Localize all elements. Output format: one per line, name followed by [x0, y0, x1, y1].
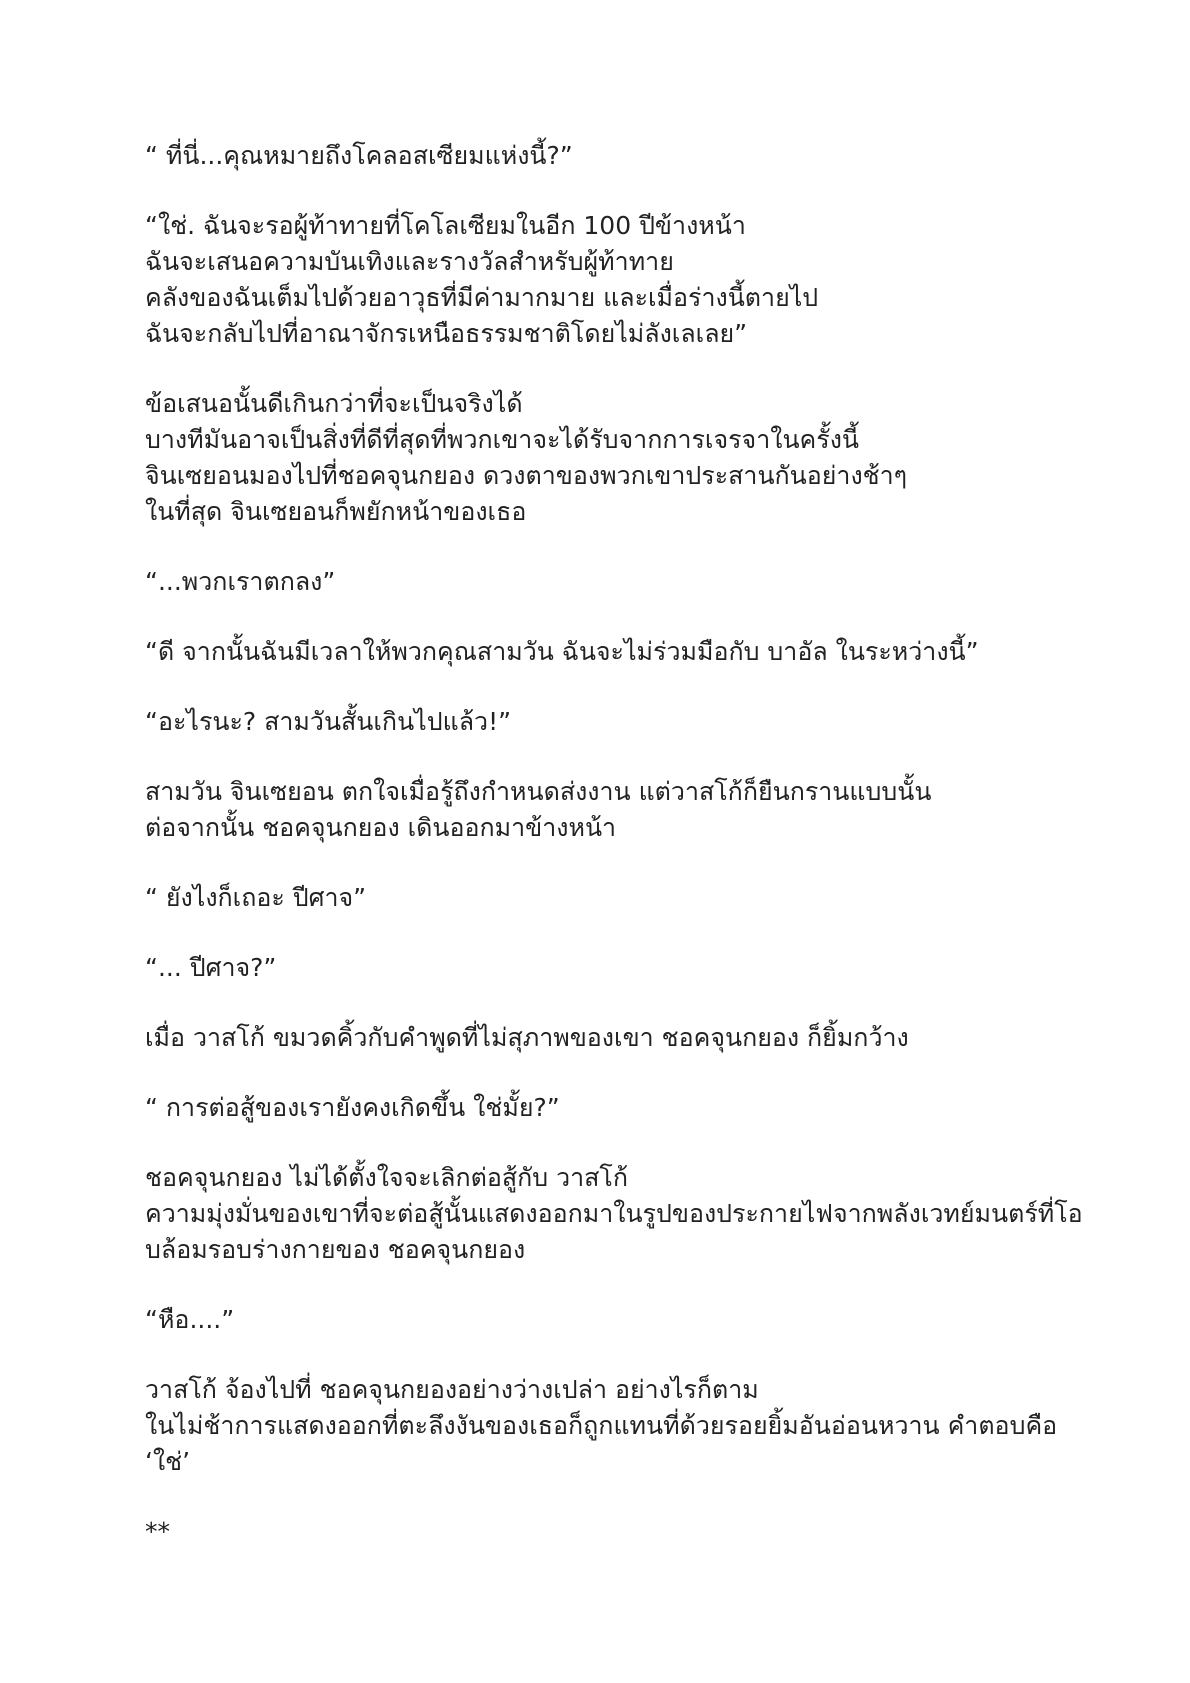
paragraph	[145, 386, 1070, 530]
paragraph	[145, 950, 1070, 986]
text-line: ความมุ่งมั่นของเขาที่จะต่อสู้นั้นแสดงออกมาในรูปของประกายไฟจากพลังเวทย์มนตร์ที่โอ	[145, 1199, 1083, 1228]
text-line: “...พวกเราตกลง”	[145, 567, 336, 596]
text-line: “ ที่นี่...คุณหมายถึงโคลอสเซียมแห่งนี้?”	[145, 141, 573, 170]
text-line: ‘ใช่’	[145, 1447, 191, 1476]
text-line: ฉันจะกลับไปที่อาณาจักรเหนือธรรมชาติโดยไม่ลังเลเลย”	[145, 319, 748, 348]
text-line: ข้อเสนอนั้นดีเกินกว่าที่จะเป็นจริงได้	[145, 389, 523, 418]
paragraph	[145, 880, 1070, 916]
text-line: ฉันจะเสนอความบันเทิงและรางวัลสำหรับผู้ท้าทาย	[145, 247, 674, 276]
paragraph	[145, 634, 1070, 670]
text-line: บล้อมรอบร่างกายของ ชอคจุนกยอง	[145, 1235, 526, 1264]
paragraph	[145, 138, 1070, 174]
text-line: “ดี จากนั้นฉันมีเวลาให้พวกคุณสามวัน ฉันจะไม่ร่วมมือกับ บาอัล ในระหว่างนี้”	[145, 637, 979, 666]
text-line: “หือ....”	[145, 1305, 235, 1334]
text-line: คลังของฉันเต็มไปด้วยอาวุธที่มีค่ามากมาย และเมื่อร่างนี้ตายไป	[145, 283, 819, 312]
text-line: ต่อจากนั้น ชอคจุนกยอง เดินออกมาข้างหน้า	[145, 813, 617, 842]
text-line: “... ปีศาจ?”	[145, 953, 277, 982]
paragraph	[145, 1372, 1070, 1480]
text-line: “ใช่. ฉันจะรอผู้ท้าทายที่โคโลเซียมในอีก 100 ปีข้างหน้า	[145, 211, 746, 240]
text-line: “อะไรนะ? สามวันสั้นเกินไปแล้ว!”	[145, 707, 512, 736]
paragraph	[145, 774, 1070, 846]
text-line: บางทีมันอาจเป็นสิ่งที่ดีที่สุดที่พวกเขาจะได้รับจากการเจรจาในครั้งนี้	[145, 425, 859, 454]
paragraph	[145, 1090, 1070, 1126]
text-line: **	[145, 1517, 170, 1546]
text-line: “ ยังไงก็เถอะ ปีศาจ”	[145, 883, 367, 912]
paragraph	[145, 1160, 1083, 1268]
text-line: “ การต่อสู้ของเรายังคงเกิดขึ้น ใช่มั้ย?”	[145, 1093, 560, 1122]
text-line: สามวัน จินเซยอน ตกใจเมื่อรู้ถึงกำหนดส่งงาน แต่วาสโก้ก็ยืนกรานแบบนั้น	[145, 777, 932, 806]
text-line: ในที่สุด จินเซยอนก็พยักหน้าของเธอ	[145, 497, 527, 526]
paragraph	[145, 208, 1070, 352]
paragraph	[145, 1302, 1070, 1338]
text-line: วาสโก้ จ้องไปที่ ชอคจุนกยองอย่างว่างเปล่า อย่างไรก็ตาม	[145, 1375, 759, 1404]
text-line: เมื่อ วาสโก้ ขมวดคิ้วกับคำพูดที่ไม่สุภาพของเขา ชอคจุนกยอง ก็ยิ้มกว้าง	[145, 1023, 909, 1052]
text-line: ในไม่ช้าการแสดงออกที่ตะลึงงันของเธอก็ถูกแทนที่ด้วยรอยยิ้มอันอ่อนหวาน คำตอบคือ	[145, 1411, 1058, 1440]
text-line: ชอคจุนกยอง ไม่ได้ตั้งใจจะเลิกต่อสู้กับ วาสโก้	[145, 1163, 628, 1192]
text-line: จินเซยอนมองไปที่ชอคจุนกยอง ดวงตาของพวกเขาประสานกันอย่างช้าๆ	[145, 461, 908, 490]
paragraph	[145, 564, 1070, 600]
paragraph	[145, 1514, 1070, 1550]
paragraph	[145, 704, 1070, 740]
paragraph	[145, 1020, 1070, 1056]
